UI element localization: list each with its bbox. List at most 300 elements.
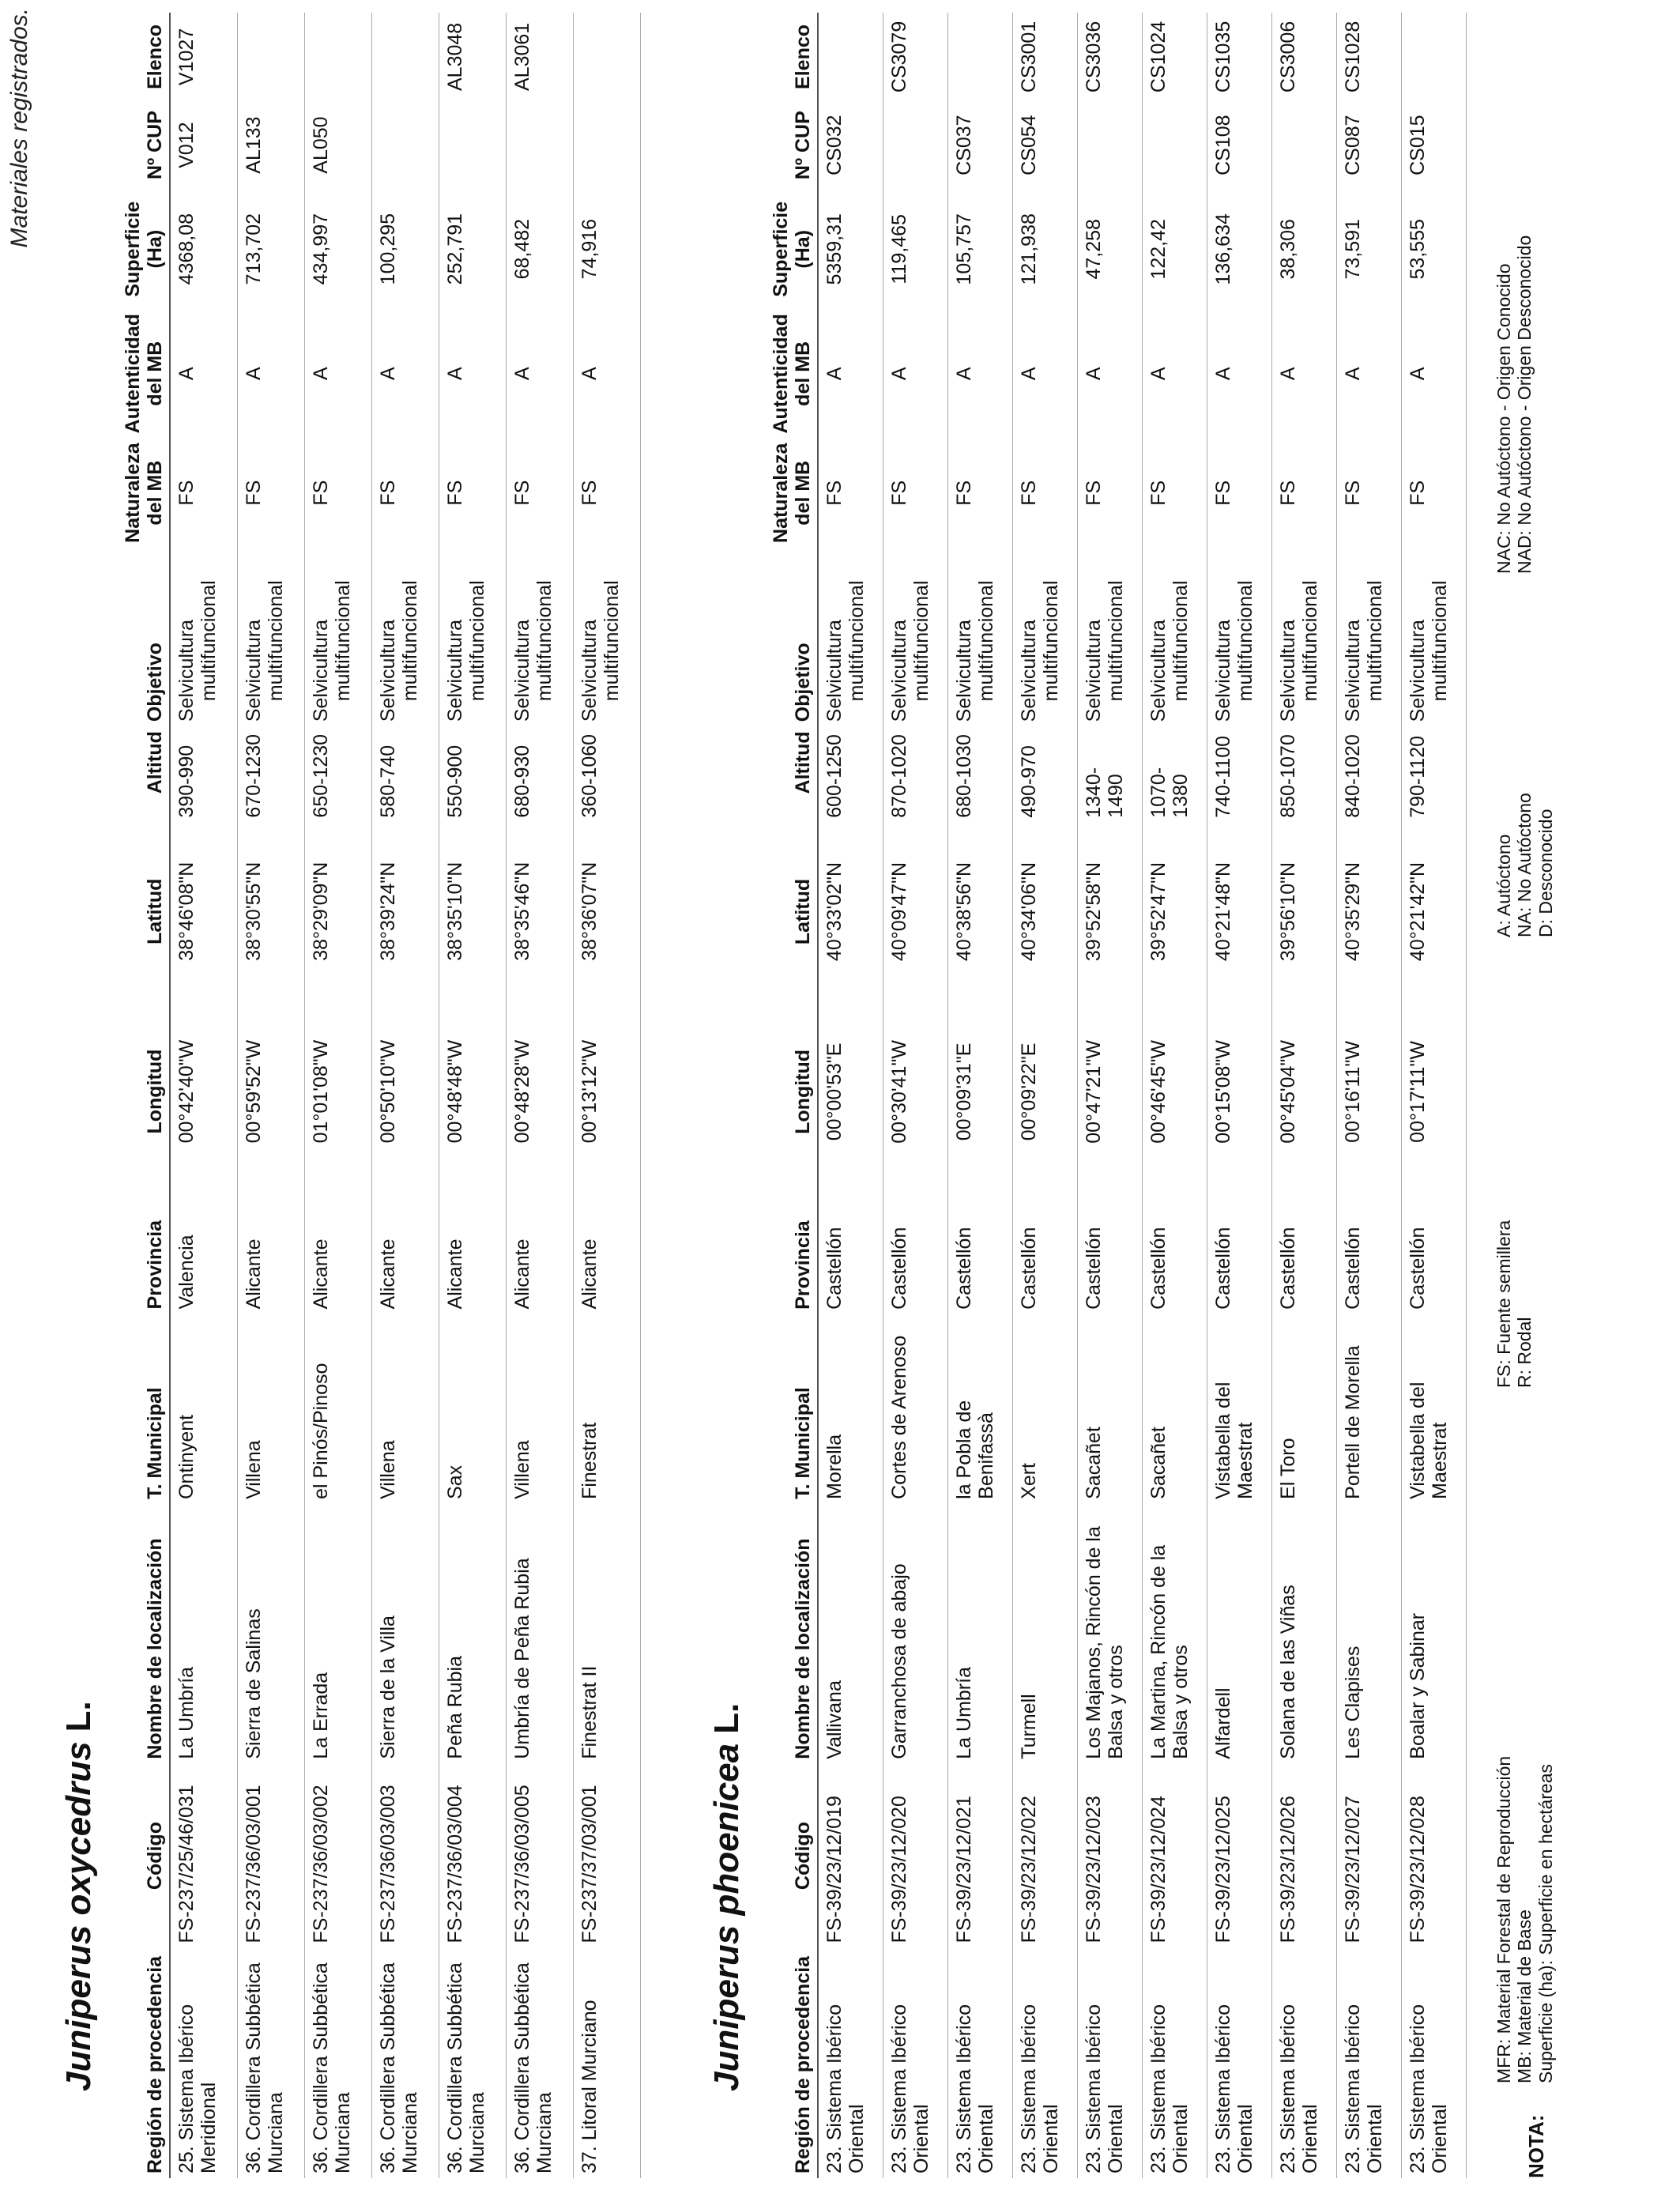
cell-latitude: 40°21'42"N: [1401, 823, 1466, 1001]
cell-altitude: 600-1250: [818, 726, 883, 822]
cell-elenco: [371, 13, 439, 101]
cell-code: FS-39/23/12/024: [1142, 1764, 1207, 1948]
cell-surface: 105,757: [947, 189, 1012, 309]
cell-municipality: Ontinyent: [170, 1314, 237, 1503]
cell-municipality: la Pobla de Benifassà: [947, 1314, 1012, 1504]
column-header: Código: [119, 1764, 170, 1948]
cell-nature: FS: [818, 439, 883, 548]
objective-line-1: Selvicultura: [510, 619, 533, 722]
notes-column-nature: [1494, 1220, 1535, 1388]
table-row: [304, 13, 371, 2178]
cell-authenticity: A: [506, 309, 573, 438]
cell-longitude: 00°13'12"W: [573, 1001, 640, 1182]
cell-authenticity: A: [1336, 309, 1401, 438]
cell-cup: [1077, 101, 1142, 190]
materials-table: [119, 13, 641, 2178]
cell-altitude: 840-1020: [1336, 726, 1401, 822]
cell-objective: [947, 548, 1012, 726]
cell-nature: FS: [947, 439, 1012, 548]
cell-altitude: 680-1030: [947, 726, 1012, 822]
note-line: D: Desconocido: [1535, 809, 1556, 937]
cell-code: FS-39/23/12/020: [883, 1764, 947, 1948]
cell-name: Solana de las Viñas: [1271, 1504, 1336, 1764]
cell-municipality: Finestrat: [573, 1314, 640, 1503]
cell-province: Castellón: [1401, 1183, 1466, 1314]
cell-cup: [371, 101, 439, 189]
cell-name: Garranchosa de abajo: [883, 1504, 947, 1764]
column-header: Región de procedencia: [767, 1947, 818, 2178]
cell-surface: 47,258: [1077, 189, 1142, 309]
cell-province: Alicante: [506, 1182, 573, 1314]
cell-objective: [1077, 548, 1142, 726]
note-line: FS: Fuente semillera: [1494, 1220, 1514, 1388]
objective-line-2: multifuncional: [1039, 580, 1062, 702]
cell-province: Alicante: [371, 1182, 439, 1314]
table-row: [1207, 13, 1271, 2178]
objective-line-2: multifuncional: [533, 580, 556, 702]
cell-objective: [1207, 548, 1271, 726]
cell-name: Sierra de Salinas: [237, 1504, 304, 1764]
cell-altitude: 650-1230: [304, 726, 371, 822]
cell-objective: [371, 548, 439, 726]
table-row: [371, 13, 439, 2178]
column-header: Longitud: [119, 1001, 170, 1182]
cell-cup: [506, 101, 573, 189]
species-genus: Juniperus phoenicea: [707, 1743, 746, 2091]
objective-line-2: multifuncional: [910, 580, 932, 702]
cell-altitude: 670-1230: [237, 726, 304, 822]
cell-authenticity: A: [947, 309, 1012, 438]
cell-region: 25. Sistema Ibérico Meridional: [170, 1947, 237, 2178]
cell-objective: [818, 548, 883, 726]
cell-surface: 68,482: [506, 189, 573, 309]
cell-surface: 121,938: [1012, 189, 1077, 309]
table-row: [1077, 13, 1142, 2178]
objective-line-2: multifuncional: [465, 580, 488, 702]
objective-line-1: Selvicultura: [242, 619, 265, 722]
cell-elenco: V1027: [170, 13, 237, 101]
objective-line-1: Selvicultura: [1276, 620, 1299, 722]
cell-longitude: 00°42'40"W: [170, 1001, 237, 1182]
cell-cup: [573, 101, 640, 189]
note-line: NAC: No Autóctono - Origen Conocido: [1494, 263, 1514, 574]
cell-cup: [1271, 101, 1336, 190]
column-header: Longitud: [767, 1001, 818, 1182]
cell-nature: FS: [1207, 439, 1271, 548]
cell-authenticity: A: [439, 309, 506, 438]
cell-province: Alicante: [237, 1182, 304, 1314]
cell-municipality: Villena: [371, 1314, 439, 1503]
objective-line-1: Selvicultura: [1211, 620, 1234, 722]
cell-province: Castellón: [883, 1183, 947, 1314]
notes-column-abbreviations: [1494, 1756, 1556, 2083]
cell-cup: CS032: [818, 101, 883, 190]
column-header: Superficie (Ha): [119, 189, 170, 309]
cell-region: 23. Sistema Ibérico Oriental: [818, 1947, 883, 2178]
cell-code: FS-39/23/12/028: [1401, 1764, 1466, 1948]
cell-province: Castellón: [1336, 1183, 1401, 1314]
cell-code: FS-39/23/12/023: [1077, 1764, 1142, 1948]
cell-authenticity: A: [1207, 309, 1271, 438]
objective-line-2: multifuncional: [846, 580, 868, 702]
table-row: [1271, 13, 1336, 2178]
cell-surface: 5359,31: [818, 189, 883, 309]
cell-municipality: Cortes de Arenoso: [883, 1314, 947, 1504]
objective-line-1: Selvicultura: [443, 619, 466, 722]
cell-longitude: 00°48'28"W: [506, 1001, 573, 1182]
cell-authenticity: A: [1271, 309, 1336, 438]
cell-nature: FS: [1142, 439, 1207, 548]
objective-line-1: Selvicultura: [376, 619, 399, 722]
cell-latitude: 40°35'29"N: [1336, 823, 1401, 1001]
cell-nature: FS: [573, 438, 640, 547]
cell-longitude: 00°17'11"W: [1401, 1001, 1466, 1182]
cell-nature: FS: [1336, 439, 1401, 548]
cell-province: Castellón: [947, 1183, 1012, 1314]
cell-latitude: 39°52'58"N: [1077, 823, 1142, 1001]
cell-municipality: Morella: [818, 1314, 883, 1504]
column-header: Altitud: [119, 726, 170, 822]
column-header: Naturaleza del MB: [767, 439, 818, 548]
cell-authenticity: A: [883, 309, 947, 438]
column-header: Nº CUP: [767, 101, 818, 190]
cell-name: Sierra de la Villa: [371, 1504, 439, 1764]
cell-province: Castellón: [1271, 1183, 1336, 1314]
table-header-row: [767, 13, 818, 2178]
cell-code: FS-237/36/03/004: [439, 1764, 506, 1948]
cell-municipality: El Toro: [1271, 1314, 1336, 1504]
species-author: L.: [59, 1701, 98, 1732]
cell-code: FS-39/23/12/019: [818, 1764, 883, 1948]
cell-cup: AL133: [237, 101, 304, 189]
cell-elenco: CS3001: [1012, 13, 1077, 101]
column-header: Objetivo: [767, 548, 818, 726]
cell-code: FS-39/23/12/027: [1336, 1764, 1401, 1948]
cell-longitude: 00°09'31"E: [947, 1001, 1012, 1182]
column-header: Latitud: [119, 823, 170, 1001]
table-row: [170, 13, 237, 2178]
objective-line-2: multifuncional: [1169, 580, 1192, 702]
cell-objective: [506, 548, 573, 726]
table-row: [1401, 13, 1466, 2178]
cell-elenco: CS3006: [1271, 13, 1336, 101]
cell-nature: FS: [1012, 439, 1077, 548]
cell-elenco: CS1028: [1336, 13, 1401, 101]
cell-code: FS-237/36/03/002: [304, 1764, 371, 1948]
cell-objective: [883, 548, 947, 726]
cell-elenco: CS1035: [1207, 13, 1271, 101]
cell-nature: FS: [1401, 439, 1466, 548]
cell-longitude: 00°09'22"E: [1012, 1001, 1077, 1182]
cell-region: 23. Sistema Ibérico Oriental: [1207, 1947, 1271, 2178]
cell-name: La Umbría: [947, 1504, 1012, 1764]
cell-cup: [1142, 101, 1207, 190]
cell-region: 36. Cordillera Subbética Murciana: [506, 1947, 573, 2178]
cell-altitude: 870-1020: [883, 726, 947, 822]
cell-nature: FS: [1271, 439, 1336, 548]
note-line: MB: Material de Base: [1514, 1909, 1535, 2083]
cell-name: Les Clapises: [1336, 1504, 1401, 1764]
cell-longitude: 00°15'08"W: [1207, 1001, 1271, 1182]
cell-nature: FS: [237, 438, 304, 547]
cell-region: 23. Sistema Ibérico Oriental: [1077, 1947, 1142, 2178]
cell-latitude: 38°36'07"N: [573, 823, 640, 1001]
cell-province: Alicante: [439, 1182, 506, 1314]
species-author: L.: [707, 1702, 746, 1734]
cell-code: FS-39/23/12/021: [947, 1764, 1012, 1948]
column-header: Elenco: [767, 13, 818, 101]
cell-code: FS-39/23/12/025: [1207, 1764, 1271, 1948]
cell-altitude: 850-1070: [1271, 726, 1336, 822]
cell-province: Valencia: [170, 1182, 237, 1314]
cell-code: FS-39/23/12/026: [1271, 1764, 1336, 1948]
cell-region: 37. Litoral Murciano: [573, 1947, 640, 2178]
column-header: Provincia: [767, 1183, 818, 1314]
species-title: [40, 13, 119, 2091]
cell-longitude: 00°30'41"W: [883, 1001, 947, 1182]
note-line: Superficie (ha): Superficie en hectáreas: [1535, 1764, 1556, 2083]
objective-line-1: Selvicultura: [952, 620, 975, 722]
objective-line-2: multifuncional: [1234, 580, 1256, 702]
cell-region: 23. Sistema Ibérico Oriental: [1401, 1947, 1466, 2178]
cell-municipality: Xert: [1012, 1314, 1077, 1504]
cell-name: Turmell: [1012, 1504, 1077, 1764]
cell-cup: CS037: [947, 101, 1012, 190]
cell-objective: [439, 548, 506, 726]
cell-longitude: 00°50'10"W: [371, 1001, 439, 1182]
cell-authenticity: A: [371, 309, 439, 438]
cell-region: 36. Cordillera Subbética Murciana: [304, 1947, 371, 2178]
objective-line-2: multifuncional: [1363, 580, 1386, 702]
cell-region: 36. Cordillera Subbética Murciana: [237, 1947, 304, 2178]
table-row: [818, 13, 883, 2178]
cell-altitude: 360-1060: [573, 726, 640, 822]
cell-elenco: CS1024: [1142, 13, 1207, 101]
cell-nature: FS: [371, 438, 439, 547]
cell-nature: FS: [170, 438, 237, 547]
cell-objective: [170, 548, 237, 726]
cell-latitude: 40°09'47"N: [883, 823, 947, 1001]
cell-authenticity: A: [573, 309, 640, 438]
column-header: Objetivo: [119, 548, 170, 726]
cell-code: FS-237/36/03/001: [237, 1764, 304, 1948]
cell-name: Alfardell: [1207, 1504, 1271, 1764]
species-title: [687, 13, 767, 2091]
cell-name: Vallivana: [818, 1504, 883, 1764]
cell-nature: FS: [304, 438, 371, 547]
cell-elenco: [947, 13, 1012, 101]
notes-column-authenticity: [1494, 793, 1556, 937]
objective-line-1: Selvicultura: [1017, 620, 1040, 722]
cell-latitude: 40°33'02"N: [818, 823, 883, 1001]
cell-nature: FS: [1077, 439, 1142, 548]
cell-region: 36. Cordillera Subbética Murciana: [439, 1947, 506, 2178]
cell-name: Umbría de Peña Rubia: [506, 1504, 573, 1764]
cell-altitude: 680-930: [506, 726, 573, 822]
table-row: [947, 13, 1012, 2178]
objective-line-1: Selvicultura: [1341, 620, 1364, 722]
cell-nature: FS: [506, 438, 573, 547]
cell-name: Boalar y Sabinar: [1401, 1504, 1466, 1764]
table-row: [573, 13, 640, 2178]
cell-cup: CS108: [1207, 101, 1271, 190]
cell-authenticity: A: [1012, 309, 1077, 438]
cell-surface: 136,634: [1207, 189, 1271, 309]
cell-longitude: 00°59'52"W: [237, 1001, 304, 1182]
cell-altitude: 1340-1490: [1077, 726, 1142, 822]
objective-line-2: multifuncional: [398, 580, 421, 702]
table-header-row: [119, 13, 170, 2178]
cell-latitude: 40°38'56"N: [947, 823, 1012, 1001]
cell-longitude: 01°01'08"W: [304, 1001, 371, 1182]
cell-region: 23. Sistema Ibérico Oriental: [883, 1947, 947, 2178]
cell-elenco: [304, 13, 371, 101]
cell-surface: 4368,08: [170, 189, 237, 309]
cell-longitude: 00°47'21"W: [1077, 1001, 1142, 1182]
cell-region: 23. Sistema Ibérico Oriental: [1336, 1947, 1401, 2178]
cell-objective: [1336, 548, 1401, 726]
cell-elenco: [818, 13, 883, 101]
cell-authenticity: A: [1401, 309, 1466, 438]
cell-latitude: 38°46'08"N: [170, 823, 237, 1001]
objective-line-1: Selvicultura: [1082, 620, 1105, 722]
cell-cup: [439, 101, 506, 189]
table-row: [1336, 13, 1401, 2178]
cell-objective: [1142, 548, 1207, 726]
cell-surface: 122,42: [1142, 189, 1207, 309]
objective-line-1: Selvicultura: [578, 619, 601, 722]
cell-province: Castellón: [1012, 1183, 1077, 1314]
section-juniperus-phoenicea: [687, 13, 1467, 2178]
objective-line-1: Selvicultura: [309, 619, 332, 722]
cell-name: La Errada: [304, 1504, 371, 1764]
cell-objective: [304, 548, 371, 726]
column-header: Elenco: [119, 13, 170, 101]
cell-province: Castellón: [1142, 1183, 1207, 1314]
cell-elenco: [1401, 13, 1466, 101]
cell-altitude: 790-1120: [1401, 726, 1466, 822]
cell-latitude: 40°21'48"N: [1207, 823, 1271, 1001]
cell-name: La Umbría: [170, 1504, 237, 1764]
cell-elenco: CS3036: [1077, 13, 1142, 101]
objective-line-2: multifuncional: [331, 580, 354, 702]
cell-region: 23. Sistema Ibérico Oriental: [1271, 1947, 1336, 2178]
cell-region: 36. Cordillera Subbética Murciana: [371, 1947, 439, 2178]
table-row: [506, 13, 573, 2178]
objective-line-1: Selvicultura: [175, 619, 198, 722]
cell-region: 23. Sistema Ibérico Oriental: [1142, 1947, 1207, 2178]
cell-province: Castellón: [1077, 1183, 1142, 1314]
note-line: NA: No Autóctono: [1514, 793, 1535, 937]
cell-surface: 73,591: [1336, 189, 1401, 309]
cell-surface: 53,555: [1401, 189, 1466, 309]
cell-province: Alicante: [304, 1182, 371, 1314]
cell-province: Castellón: [818, 1183, 883, 1314]
cell-objective: [1271, 548, 1336, 726]
column-header: Autenticidad del MB: [119, 309, 170, 438]
cell-altitude: 1070-1380: [1142, 726, 1207, 822]
cell-latitude: 38°30'55"N: [237, 823, 304, 1001]
cell-cup: CS015: [1401, 101, 1466, 190]
cell-authenticity: A: [1142, 309, 1207, 438]
cell-surface: 252,791: [439, 189, 506, 309]
cell-objective: [1401, 548, 1466, 726]
cell-elenco: [573, 13, 640, 101]
objective-line-2: multifuncional: [264, 580, 287, 702]
cell-code: FS-237/36/03/003: [371, 1764, 439, 1948]
materials-table: [767, 13, 1467, 2178]
column-header: Región de procedencia: [119, 1947, 170, 2178]
cell-region: 23. Sistema Ibérico Oriental: [947, 1947, 1012, 2178]
objective-line-2: multifuncional: [1298, 580, 1321, 702]
cell-longitude: 00°46'45"W: [1142, 1001, 1207, 1182]
column-header: Nº CUP: [119, 101, 170, 189]
cell-authenticity: A: [1077, 309, 1142, 438]
cell-surface: 119,465: [883, 189, 947, 309]
column-header: T. Municipal: [119, 1314, 170, 1503]
cell-municipality: Vistabella del Maestrat: [1401, 1314, 1466, 1504]
cell-municipality: Vistabella del Maestrat: [1207, 1314, 1271, 1504]
objective-line-2: multifuncional: [1104, 580, 1127, 702]
objective-line-1: Selvicultura: [887, 620, 910, 722]
table-row: [237, 13, 304, 2178]
cell-elenco: [237, 13, 304, 101]
section-juniperus-oxycedrus: [40, 13, 641, 2178]
cell-elenco: CS3079: [883, 13, 947, 101]
cell-elenco: AL3048: [439, 13, 506, 101]
cell-municipality: Sacañet: [1077, 1314, 1142, 1504]
cell-latitude: 38°35'46"N: [506, 823, 573, 1001]
cell-objective: [573, 548, 640, 726]
cell-latitude: 38°29'09"N: [304, 823, 371, 1001]
cell-code: FS-237/25/46/031: [170, 1764, 237, 1948]
cell-code: FS-237/37/03/001: [573, 1764, 640, 1948]
cell-municipality: Sacañet: [1142, 1314, 1207, 1504]
column-header: T. Municipal: [767, 1314, 818, 1504]
cell-latitude: 38°39'24"N: [371, 823, 439, 1001]
note-line: R: Rodal: [1514, 1317, 1535, 1388]
objective-line-2: multifuncional: [974, 580, 997, 702]
cell-name: Los Majanos, Rincón de la Balsa y otros: [1077, 1504, 1142, 1764]
cell-municipality: Villena: [506, 1314, 573, 1503]
cell-altitude: 740-1100: [1207, 726, 1271, 822]
column-header: Autenticidad del MB: [767, 309, 818, 438]
cell-latitude: 39°56'10"N: [1271, 823, 1336, 1001]
objective-line-1: Selvicultura: [1406, 620, 1429, 722]
cell-surface: 713,702: [237, 189, 304, 309]
cell-municipality: Portell de Morella: [1336, 1314, 1401, 1504]
cell-name: La Martina, Rincón de la Balsa y otros: [1142, 1504, 1207, 1764]
cell-surface: 434,997: [304, 189, 371, 309]
cell-nature: FS: [883, 439, 947, 548]
cell-elenco: AL3061: [506, 13, 573, 101]
table-row: [439, 13, 506, 2178]
cell-longitude: 00°48'48"W: [439, 1001, 506, 1182]
notes-label: NOTA:: [1524, 2114, 1548, 2178]
table-row: [1142, 13, 1207, 2178]
species-genus: Juniperus oxycedrus: [59, 1741, 98, 2091]
note-line: NAD: No Autóctono - Origen Desconocido: [1514, 235, 1535, 574]
cell-region: 23. Sistema Ibérico Oriental: [1012, 1947, 1077, 2178]
cell-authenticity: A: [170, 309, 237, 438]
objective-line-1: Selvicultura: [823, 620, 846, 722]
column-header: Código: [767, 1764, 818, 1948]
cell-longitude: 00°16'11"W: [1336, 1001, 1401, 1182]
column-header: Latitud: [767, 823, 818, 1001]
note-line: MFR: Material Forestal de Reproducción: [1494, 1755, 1514, 2083]
column-header: Nombre de localización: [119, 1504, 170, 1764]
cell-longitude: 00°00'53"E: [818, 1001, 883, 1182]
